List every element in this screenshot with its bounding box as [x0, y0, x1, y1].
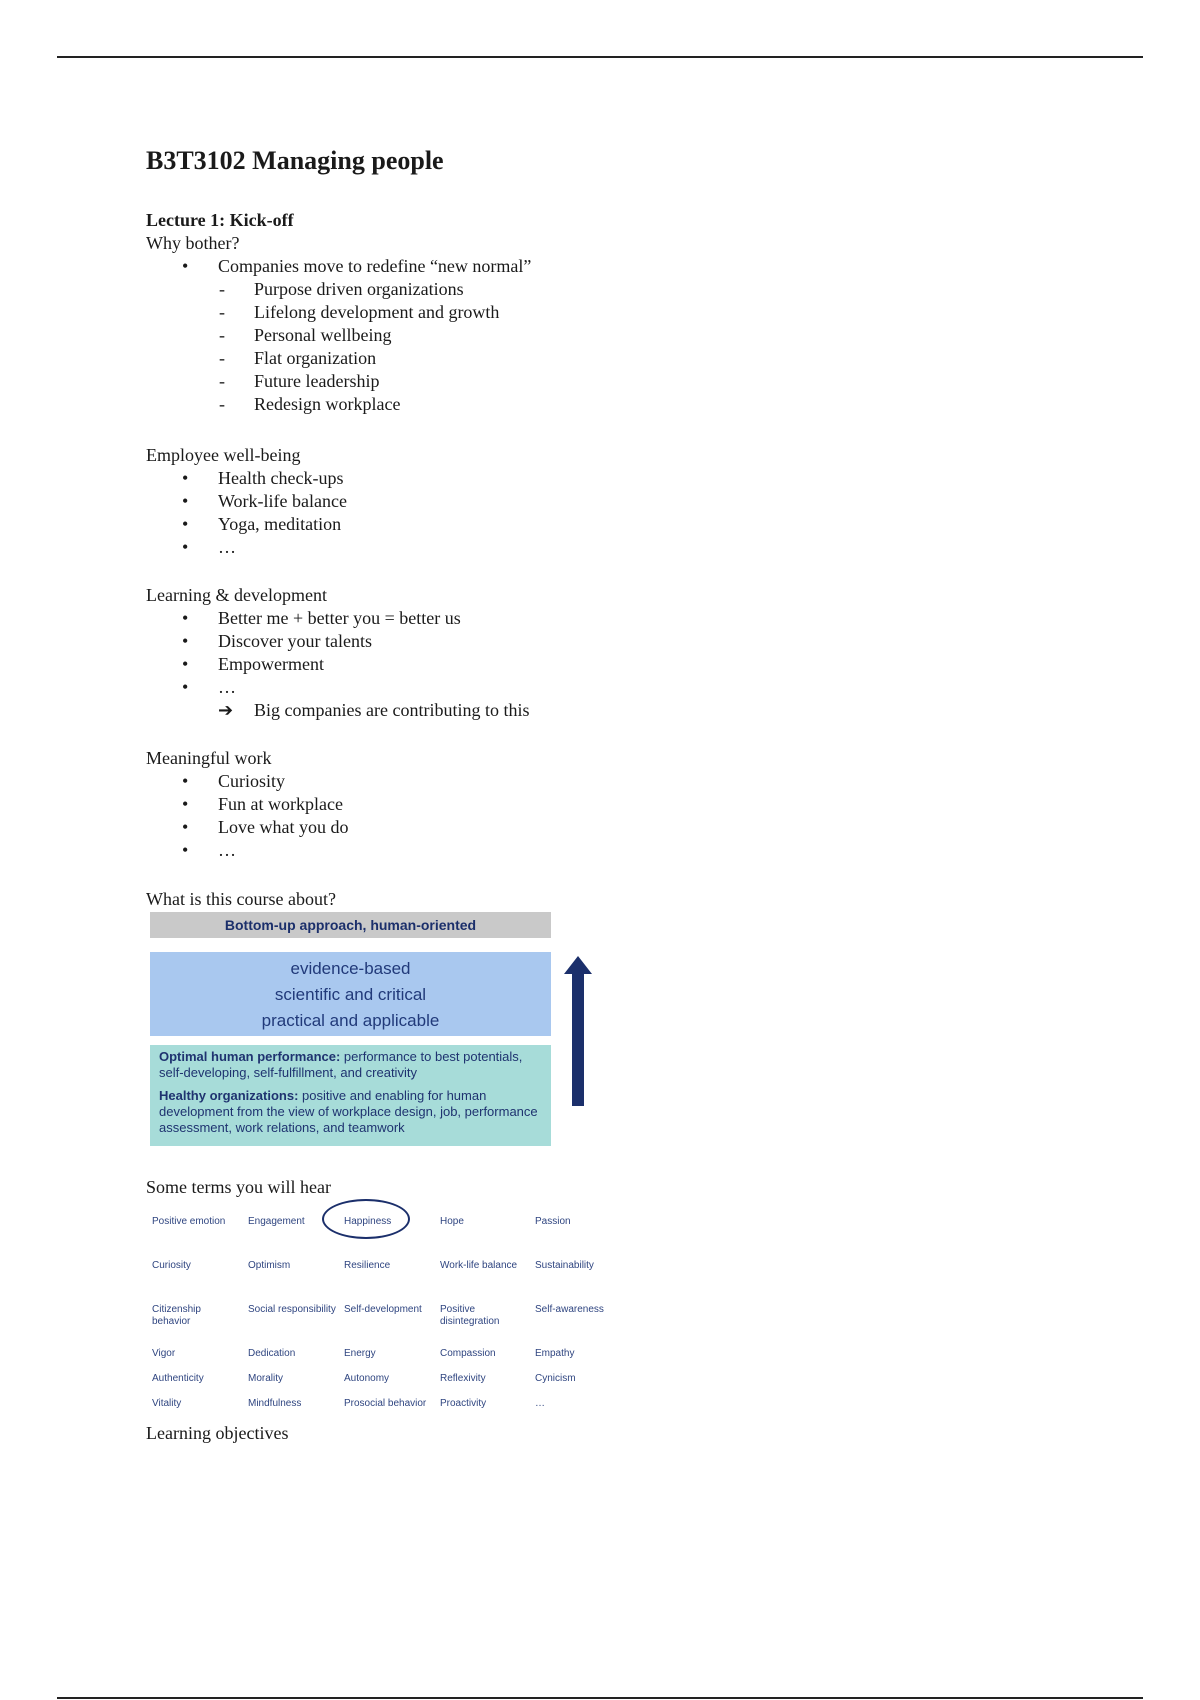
list-item: • Fun at workplace: [146, 793, 348, 816]
term-item: Cynicism: [535, 1373, 576, 1384]
term-item: Optimism: [248, 1260, 291, 1271]
list-item: • Better me + better you = better us: [146, 607, 529, 630]
section-terms: [146, 1176, 331, 1199]
term-item: Social responsibility: [248, 1304, 336, 1315]
term-item: Compassion: [440, 1348, 496, 1359]
list-item: • …: [146, 536, 347, 559]
term-item: Vitality: [152, 1398, 182, 1409]
diagram-mid-line: practical and applicable: [261, 1011, 440, 1030]
diagram-top-band: Bottom-up approach, human-oriented: [150, 912, 551, 938]
optimal-label: Optimal human performance:: [159, 1049, 341, 1064]
term-item: Morality: [248, 1373, 284, 1384]
list-item: • Companies move to redefine “new normal”: [146, 255, 531, 278]
document-title: B3T3102 Managing people: [146, 146, 444, 175]
terms-grid: [152, 1212, 622, 1428]
diagram-mid-line: scientific and critical: [274, 985, 427, 1004]
list-item: • Love what you do: [146, 816, 348, 839]
list-item: - Personal wellbeing: [146, 324, 531, 347]
learning-list: [146, 607, 529, 722]
meaningful-list: [146, 770, 348, 862]
term-item: Hope: [440, 1216, 464, 1227]
learning-heading: Learning & development: [146, 585, 327, 605]
optimal-desc: performance to best potentials, self-developing, self-fulfillment, and creativity: [159, 1049, 523, 1080]
wellbeing-heading: Employee well-being: [146, 445, 301, 465]
course-about-heading: What is this course about?: [146, 889, 336, 909]
conclusion-item: [146, 699, 529, 722]
diagram-mid-line: evidence-based: [290, 959, 411, 978]
diagram-mid-box: [150, 952, 551, 1036]
section-employee-wellbeing: [146, 444, 347, 559]
term-item: Happiness: [344, 1216, 392, 1227]
diagram-bottom-box: [150, 1045, 551, 1146]
term-item: Mindfulness: [248, 1398, 302, 1409]
healthy-label: Healthy organizations:: [159, 1088, 299, 1103]
term-item: Engagement: [248, 1216, 305, 1227]
list-item: - Redesign workplace: [146, 393, 531, 416]
lecture-heading: Lecture 1: Kick-off: [146, 210, 294, 230]
section-why-bother: [146, 232, 531, 416]
healthy-desc: positive and enabling for human development from the view of workplace design, job, performance assessment, work relations, and teamwork: [159, 1088, 538, 1135]
conclusion-text: Big companies are contributing to this: [254, 700, 530, 720]
up-arrow-icon: [564, 956, 592, 1106]
list-item: • Discover your talents: [146, 630, 529, 653]
section-learning-development: [146, 584, 529, 722]
list-item: - Future leadership: [146, 370, 531, 393]
term-item: Dedication: [248, 1348, 296, 1359]
term-item: Positive emotion: [152, 1216, 226, 1227]
list-item: - Lifelong development and growth: [146, 301, 531, 324]
list-item: • Work-life balance: [146, 490, 347, 513]
term-item: Energy: [344, 1348, 376, 1359]
list-item: • …: [146, 839, 348, 862]
why-bother-heading: Why bother?: [146, 233, 240, 253]
term-item: Self-development: [344, 1304, 422, 1315]
list-item: • Curiosity: [146, 770, 348, 793]
course-diagram: [150, 912, 600, 1152]
list-item: - Flat organization: [146, 347, 531, 370]
term-item: Citizenship behavior: [152, 1304, 201, 1327]
term-item: Proactivity: [440, 1398, 487, 1409]
term-item: Passion: [535, 1216, 571, 1227]
term-item: Reflexivity: [440, 1373, 486, 1384]
top-rule: [57, 56, 1143, 58]
term-item: Positive disintegration: [440, 1304, 500, 1327]
optimal-performance-text: [159, 1049, 542, 1081]
terms-heading: Some terms you will hear: [146, 1177, 331, 1197]
term-item: Autonomy: [344, 1373, 390, 1384]
list-item: • …: [146, 676, 529, 699]
list-item: - Purpose driven organizations: [146, 278, 531, 301]
right-arrow-icon: ➔: [218, 700, 234, 721]
section-meaningful-work: [146, 747, 348, 862]
healthy-organizations-text: [159, 1088, 542, 1136]
list-item: • Health check-ups: [146, 467, 347, 490]
term-item: Work-life balance: [440, 1260, 518, 1271]
term-item: Self-awareness: [535, 1304, 604, 1315]
term-item: Curiosity: [152, 1260, 191, 1271]
bottom-rule: [57, 1697, 1143, 1699]
term-item: …: [535, 1398, 545, 1409]
term-item: Resilience: [344, 1260, 391, 1271]
wellbeing-list: [146, 467, 347, 559]
section-course-about: [146, 888, 336, 911]
why-bother-list: [146, 255, 531, 416]
learning-objectives-heading: Learning objectives: [146, 1423, 289, 1443]
term-item: Sustainability: [535, 1260, 594, 1271]
term-item: Vigor: [152, 1348, 176, 1359]
term-item: Authenticity: [152, 1373, 204, 1384]
meaningful-heading: Meaningful work: [146, 748, 272, 768]
list-item: • Yoga, meditation: [146, 513, 347, 536]
list-item: • Empowerment: [146, 653, 529, 676]
term-item: Empathy: [535, 1348, 575, 1359]
term-item: Prosocial behavior: [344, 1398, 427, 1409]
